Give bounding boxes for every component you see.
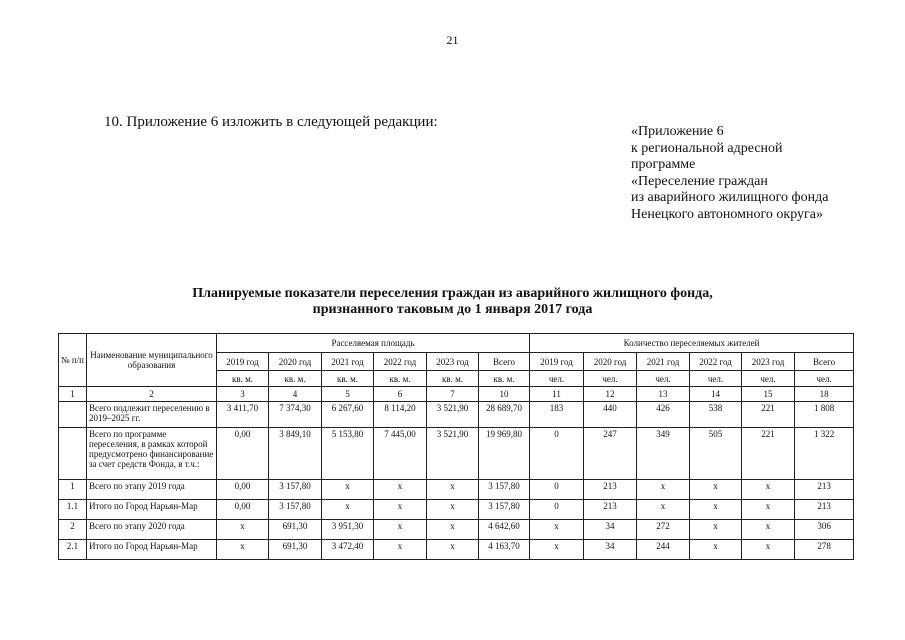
header-unit: кв. м. bbox=[217, 371, 269, 387]
row-value: х bbox=[690, 480, 742, 500]
appendix-note-line: «Переселение граждан bbox=[631, 173, 768, 189]
row-value: 7 445,00 bbox=[374, 428, 427, 480]
row-value: х bbox=[742, 520, 795, 540]
header-group-area: Расселяемая площадь bbox=[217, 334, 530, 353]
table-header-row bbox=[59, 334, 854, 353]
header-year: Всего bbox=[795, 353, 854, 371]
title-line: Планируемые показатели переселения граждан из аварийного жилищного фонда, bbox=[192, 286, 713, 301]
row-value: х bbox=[374, 480, 427, 500]
column-index-cell: 6 bbox=[374, 387, 427, 402]
header-year: 2021 год bbox=[637, 353, 690, 371]
row-value: 505 bbox=[690, 428, 742, 480]
row-value: х bbox=[427, 480, 479, 500]
column-index-cell: 13 bbox=[637, 387, 690, 402]
header-name: Наименование муниципального образования bbox=[87, 334, 217, 387]
row-name: Итого по Город Нарьян-Мар bbox=[87, 540, 217, 560]
row-value: 426 bbox=[637, 402, 690, 428]
row-value: 7 374,30 bbox=[269, 402, 322, 428]
column-index-cell: 14 bbox=[690, 387, 742, 402]
row-value: 3 157,80 bbox=[269, 500, 322, 520]
header-year: 2020 год bbox=[584, 353, 637, 371]
header-year: 2023 год bbox=[742, 353, 795, 371]
row-value: 3 521,90 bbox=[427, 428, 479, 480]
row-name: Итого по Город Нарьян-Мар bbox=[87, 500, 217, 520]
row-value: 278 bbox=[795, 540, 854, 560]
row-value: 3 472,40 bbox=[322, 540, 374, 560]
title-line: признанного таковым до 1 января 2017 года bbox=[312, 302, 593, 317]
header-num: № п/п bbox=[59, 334, 87, 387]
row-value: 221 bbox=[742, 428, 795, 480]
row-value: х bbox=[374, 520, 427, 540]
row-value: 1 808 bbox=[795, 402, 854, 428]
row-value: 4 642,60 bbox=[479, 520, 530, 540]
table-row bbox=[59, 428, 854, 480]
row-number: 1 bbox=[59, 480, 87, 500]
table-row bbox=[59, 402, 854, 428]
row-value: х bbox=[742, 540, 795, 560]
row-value: 244 bbox=[637, 540, 690, 560]
row-value: х bbox=[530, 540, 584, 560]
row-value: х bbox=[637, 500, 690, 520]
header-year: 2020 год bbox=[269, 353, 322, 371]
table-row bbox=[59, 540, 854, 560]
row-value: 213 bbox=[795, 500, 854, 520]
row-value: 8 114,20 bbox=[374, 402, 427, 428]
header-year: 2023 год bbox=[427, 353, 479, 371]
column-index-cell: 7 bbox=[427, 387, 479, 402]
row-value: х bbox=[427, 520, 479, 540]
header-year: 2021 год bbox=[322, 353, 374, 371]
instruction-text: 10. Приложение 6 изложить в следующей редакции: bbox=[104, 114, 438, 130]
header-group-people: Количество переселяемых жителей bbox=[530, 334, 854, 353]
row-value: 1 322 bbox=[795, 428, 854, 480]
row-value: 0,00 bbox=[217, 500, 269, 520]
table-row bbox=[59, 500, 854, 520]
header-unit: чел. bbox=[690, 371, 742, 387]
row-value: 691,30 bbox=[269, 540, 322, 560]
row-value: 306 bbox=[795, 520, 854, 540]
row-value: 213 bbox=[584, 500, 637, 520]
row-value: 538 bbox=[690, 402, 742, 428]
header-year: 2022 год bbox=[690, 353, 742, 371]
appendix-note-line: Ненецкого автономного округа» bbox=[631, 206, 823, 222]
row-value: 5 153,80 bbox=[322, 428, 374, 480]
row-value: 3 951,30 bbox=[322, 520, 374, 540]
row-value: 213 bbox=[795, 480, 854, 500]
row-value: 3 157,80 bbox=[479, 480, 530, 500]
page-number: 21 bbox=[446, 33, 459, 47]
row-value: х bbox=[374, 500, 427, 520]
row-value: х bbox=[217, 540, 269, 560]
row-number: 2 bbox=[59, 520, 87, 540]
row-number: 2.1 bbox=[59, 540, 87, 560]
row-value: 3 157,80 bbox=[479, 500, 530, 520]
header-year: 2019 год bbox=[530, 353, 584, 371]
row-value: 349 bbox=[637, 428, 690, 480]
row-value: 440 bbox=[584, 402, 637, 428]
column-index-cell: 2 bbox=[87, 387, 217, 402]
document-title bbox=[0, 286, 905, 318]
row-value: 34 bbox=[584, 520, 637, 540]
appendix-note bbox=[631, 124, 828, 223]
row-value: 0 bbox=[530, 500, 584, 520]
row-value: х bbox=[427, 500, 479, 520]
row-value: 34 bbox=[584, 540, 637, 560]
row-value: х bbox=[427, 540, 479, 560]
row-value: х bbox=[742, 500, 795, 520]
row-value: 4 163,70 bbox=[479, 540, 530, 560]
row-value: х bbox=[690, 520, 742, 540]
row-value: х bbox=[374, 540, 427, 560]
header-year: 2019 год bbox=[217, 353, 269, 371]
row-name: Всего по этапу 2019 года bbox=[87, 480, 217, 500]
appendix-note-line: «Приложение 6 bbox=[631, 124, 724, 139]
row-value: 221 bbox=[742, 402, 795, 428]
header-unit: кв. м. bbox=[479, 371, 530, 387]
column-index-cell: 15 bbox=[742, 387, 795, 402]
row-name: Всего по этапу 2020 года bbox=[87, 520, 217, 540]
row-value: 3 849,10 bbox=[269, 428, 322, 480]
header-unit: чел. bbox=[530, 371, 584, 387]
row-number bbox=[59, 402, 87, 428]
row-value: 0 bbox=[530, 428, 584, 480]
column-index-cell: 12 bbox=[584, 387, 637, 402]
row-value: х bbox=[530, 520, 584, 540]
row-value: 3 411,70 bbox=[217, 402, 269, 428]
row-name: Всего подлежит переселению в 2019–2025 гг. bbox=[87, 402, 217, 428]
column-index-cell: 18 bbox=[795, 387, 854, 402]
header-year: 2022 год bbox=[374, 353, 427, 371]
row-name: Всего по программе переселения, в рамках которой предусмотрено финансирование за счет средств Фонда, в т.ч.: bbox=[87, 428, 217, 480]
row-value: 0,00 bbox=[217, 480, 269, 500]
row-value: 19 969,80 bbox=[479, 428, 530, 480]
row-value: х bbox=[217, 520, 269, 540]
row-value: 247 bbox=[584, 428, 637, 480]
header-unit: кв. м. bbox=[269, 371, 322, 387]
row-value: 0 bbox=[530, 480, 584, 500]
row-value: х bbox=[690, 500, 742, 520]
appendix-note-line: программе bbox=[631, 157, 696, 172]
header-unit: кв. м. bbox=[322, 371, 374, 387]
row-value: 3 157,80 bbox=[269, 480, 322, 500]
header-unit: чел. bbox=[584, 371, 637, 387]
header-unit: чел. bbox=[742, 371, 795, 387]
row-value: х bbox=[637, 480, 690, 500]
row-value: х bbox=[322, 500, 374, 520]
row-value: 213 bbox=[584, 480, 637, 500]
appendix-note-line: из аварийного жилищного фонда bbox=[631, 190, 829, 205]
column-index-cell: 4 bbox=[269, 387, 322, 402]
row-value: 28 689,70 bbox=[479, 402, 530, 428]
header-unit: кв. м. bbox=[427, 371, 479, 387]
resettlement-table bbox=[58, 333, 854, 560]
row-value: 691,30 bbox=[269, 520, 322, 540]
table-row bbox=[59, 480, 854, 500]
column-index-cell: 5 bbox=[322, 387, 374, 402]
row-value: 3 521,90 bbox=[427, 402, 479, 428]
row-value: 183 bbox=[530, 402, 584, 428]
column-index-cell: 1 bbox=[59, 387, 87, 402]
row-value: х bbox=[742, 480, 795, 500]
row-number: 1.1 bbox=[59, 500, 87, 520]
header-unit: чел. bbox=[637, 371, 690, 387]
header-unit: кв. м. bbox=[374, 371, 427, 387]
table-row bbox=[59, 520, 854, 540]
header-year: Всего bbox=[479, 353, 530, 371]
row-value: 0,00 bbox=[217, 428, 269, 480]
row-value: х bbox=[322, 480, 374, 500]
header-unit: чел. bbox=[795, 371, 854, 387]
row-value: х bbox=[690, 540, 742, 560]
row-value: 272 bbox=[637, 520, 690, 540]
appendix-note-line: к региональной адресной bbox=[631, 140, 783, 156]
column-index-cell: 11 bbox=[530, 387, 584, 402]
column-index-row bbox=[59, 387, 854, 402]
row-value: 6 267,60 bbox=[322, 402, 374, 428]
column-index-cell: 10 bbox=[479, 387, 530, 402]
row-number bbox=[59, 428, 87, 480]
column-index-cell: 3 bbox=[217, 387, 269, 402]
